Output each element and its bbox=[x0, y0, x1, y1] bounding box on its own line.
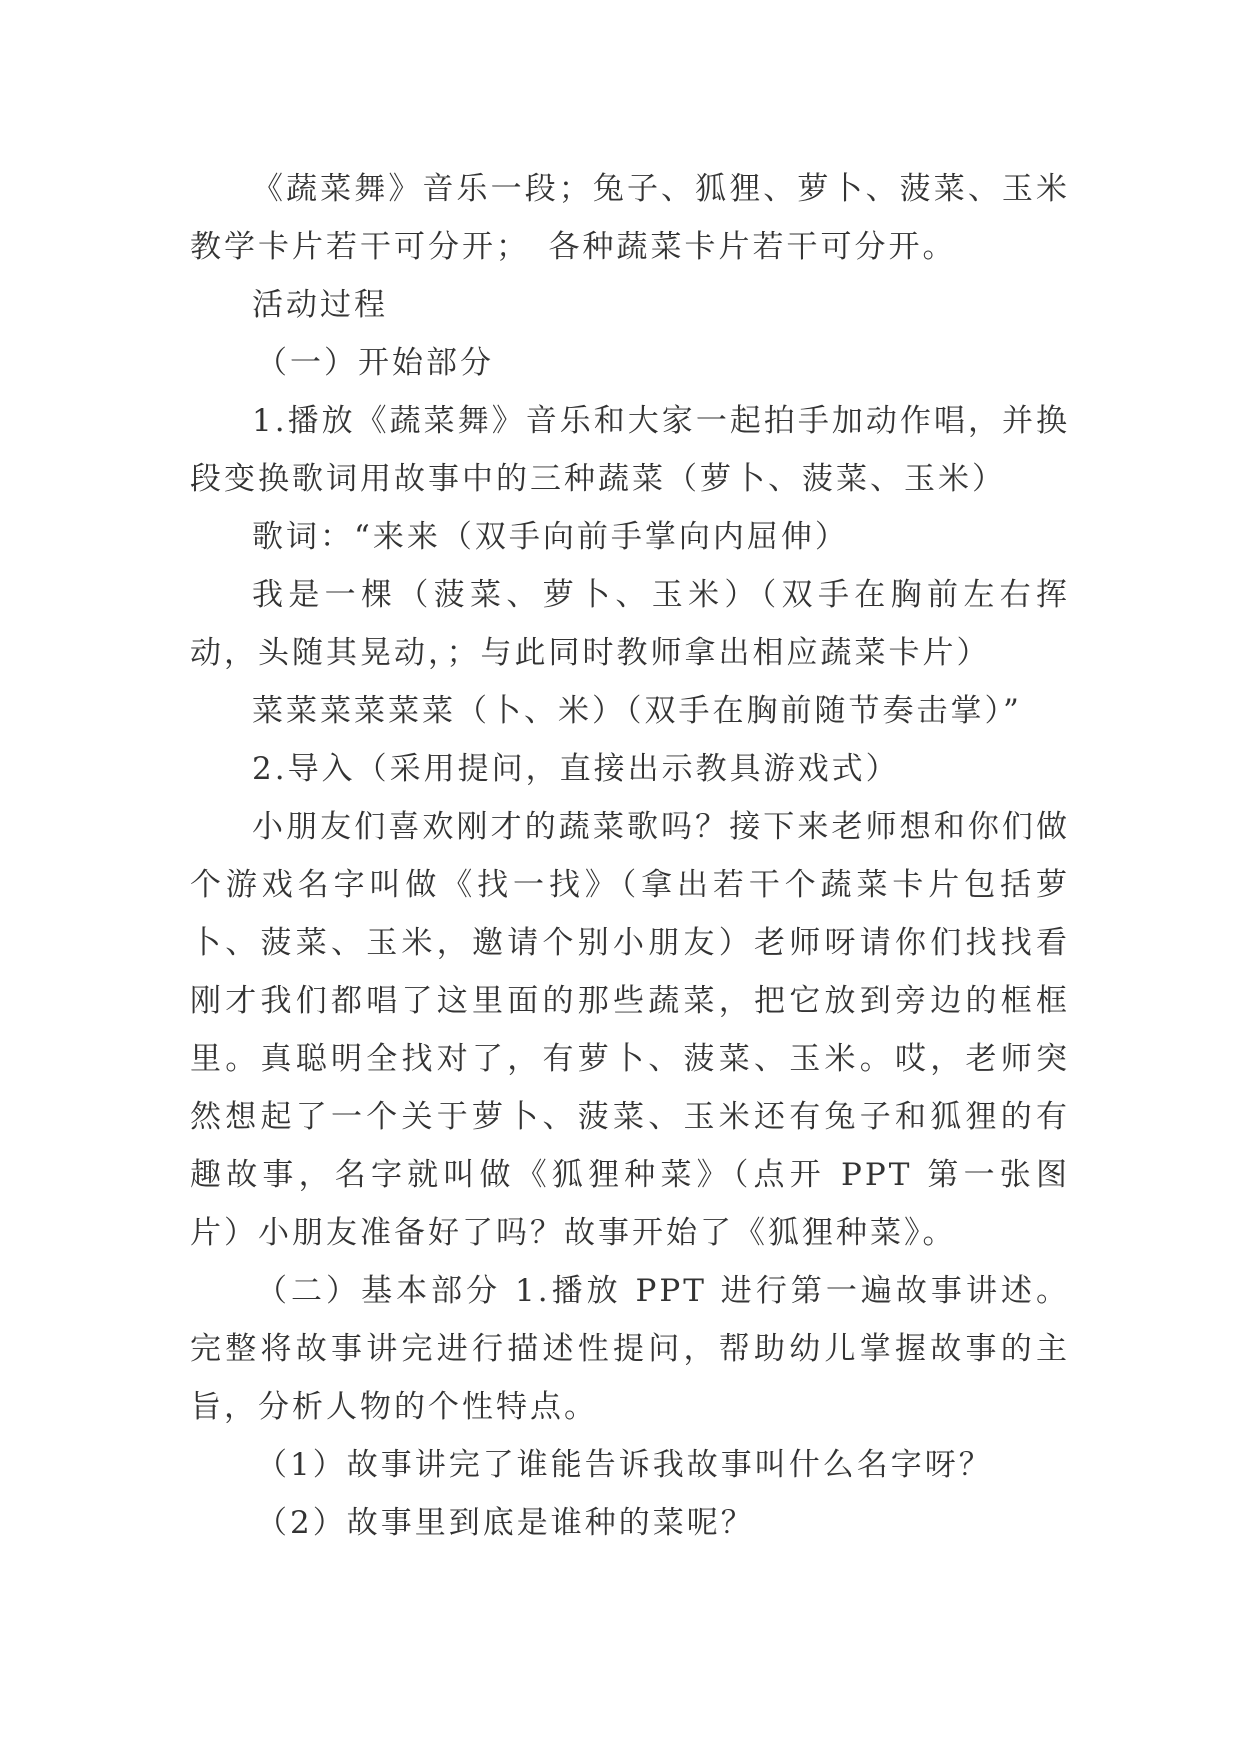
paragraph-game-intro: 小朋友们喜欢刚才的蔬菜歌吗？接下来老师想和你们做个游戏名字叫做《找一找》（拿出若干个蔬菜卡片包括萝卜、菠菜、玉米，邀请个别小朋友）老师呀请你们找找看刚才我们都唱了这里面的那些蔬菜，把它放到旁边的框框里。真聪明全找对了，有萝卜、菠菜、玉米。哎，老师突然想起了一个关于萝卜、菠菜、玉米还有兔子和狐狸的有趣故事，名字就叫做《狐狸种菜》（点开 PPT 第一张图片）小朋友准备好了吗？故事开始了《狐狸种菜》。 bbox=[190, 809, 1070, 1251]
paragraph-step-2: 2.导入（采用提问，直接出示教具游戏式） bbox=[252, 751, 900, 787]
paragraph-lyrics-line-2: 我是一棵（菠菜、萝卜、玉米）（双手在胸前左右挥动，头随其晃动，；与此同时教师拿出相应蔬菜卡片） bbox=[190, 577, 1070, 671]
paragraph-lyrics-line-1: 歌词：“来来（双手向前手掌向内屈伸） bbox=[252, 519, 849, 555]
heading-opening-part: （一）开始部分 bbox=[256, 345, 494, 381]
paragraph-step-1: 1.播放《蔬菜舞》音乐和大家一起拍手加动作唱，并换段变换歌词用故事中的三种蔬菜（萝卜、菠菜、玉米） bbox=[190, 403, 1070, 497]
paragraph-question-2: （2）故事里到底是谁种的菜呢？ bbox=[256, 1505, 755, 1541]
paragraph-materials: 《蔬菜舞》音乐一段；兔子、狐狸、萝卜、菠菜、玉米教学卡片若干可分开； 各种蔬菜卡片若干可分开。 bbox=[190, 171, 1070, 265]
heading-activity-process: 活动过程 bbox=[252, 287, 388, 323]
document-body bbox=[190, 160, 1070, 1552]
paragraph-lyrics-line-3: 菜菜菜菜菜菜（卜、米）（双手在胸前随节奏击掌）” bbox=[252, 693, 1022, 729]
paragraph-basic-part: （二）基本部分 1.播放 PPT 进行第一遍故事讲述。完整将故事讲完进行描述性提问，帮助幼儿掌握故事的主旨，分析人物的个性特点。 bbox=[190, 1273, 1070, 1425]
paragraph-question-1: （1）故事讲完了谁能告诉我故事叫什么名字呀？ bbox=[256, 1447, 993, 1483]
